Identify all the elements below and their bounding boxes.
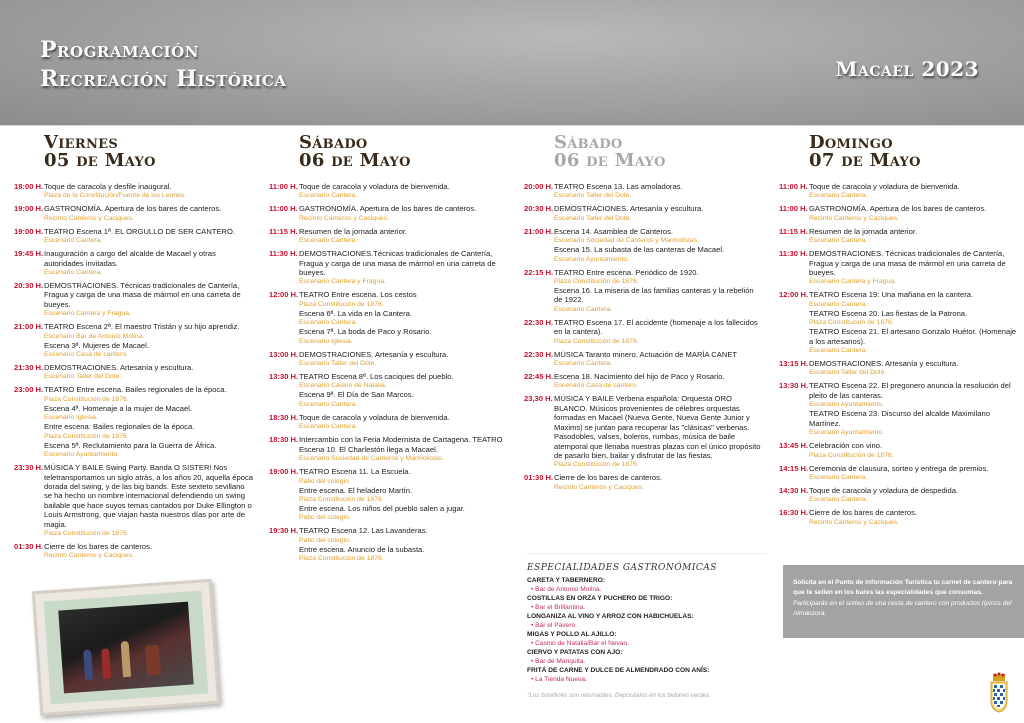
- event-location: Plaza Constitución de 1876.: [554, 461, 639, 469]
- event-details: [299, 372, 509, 409]
- schedule-event: [14, 363, 254, 381]
- event-time: 11:00 H.: [779, 182, 808, 191]
- title-line-1: Programación: [40, 37, 199, 63]
- event-description: DEMOSTRACIONES. Técnicas tradicionales de Cantería, Fragua y carga de una masa de mármol en una carreta de bueyes.: [809, 249, 1006, 278]
- event-location: Escenario Casino de Natalia.: [299, 382, 387, 390]
- event-location: Escenario Cantera.: [809, 496, 868, 504]
- event-list: [269, 182, 509, 563]
- schedule-event: [269, 290, 509, 345]
- double-bass-figure: [145, 645, 161, 676]
- band-performance-image: [58, 602, 193, 694]
- header-banner: [0, 0, 1024, 126]
- specialty-bar: • Bar el Brillantina.: [531, 604, 585, 611]
- event-description: Escena 5ª. Reclutamiento para la Guerra de África.: [44, 440, 217, 450]
- event-description: Entre escena. El heladero Martín.: [299, 485, 413, 495]
- event-time: 18:30 H.: [269, 435, 299, 445]
- specialty-bar: • Casino de Natalia/Bar el Nevao.: [531, 640, 629, 647]
- event-description: TEATRO Escena 11. La Escuela.: [299, 467, 411, 477]
- event-details: [554, 227, 764, 264]
- schedule-event: [779, 381, 1019, 437]
- event-details: [809, 508, 1019, 526]
- event-description: TEATRO Escena 8ª. Los caciques del pueblo.: [299, 372, 454, 382]
- event-location: Escenario Cantera.: [299, 400, 358, 408]
- performer-figure: [121, 641, 131, 677]
- day-column-viernes: [14, 134, 254, 564]
- event-time: 19:45 H.: [14, 249, 44, 259]
- schedule-event: [779, 486, 1019, 504]
- event-time: 12:00 H.: [269, 290, 299, 300]
- schedule-event: [779, 464, 1019, 482]
- schedule-event: [524, 182, 764, 200]
- schedule-event: [14, 182, 254, 200]
- day-name: Domingo: [809, 132, 893, 153]
- event-description: Toque de caracola y desfile inaugural.: [44, 182, 172, 191]
- specialty-dish: LONGANIZA AL VINO Y ARROZ CON HABICHUELAS:: [527, 613, 694, 620]
- event-details: [299, 413, 509, 431]
- event-description: Inauguración a cargo del alcalde de Macael y otras autoridades invitadas.: [44, 249, 216, 268]
- event-description: TEATRO Entre escena. Bailes regionales de la época.: [44, 385, 227, 395]
- event-time: 19:00 H.: [14, 226, 44, 236]
- event-location: Plaza Constitución de 1876.: [44, 432, 129, 440]
- event-location: Recinto Canteros y Caciques.: [554, 483, 644, 491]
- event-time: 13:30 H.: [779, 381, 809, 391]
- schedule-event: [779, 441, 1019, 459]
- event-description: MÚSICA Y BAILE Swing Party. Banda O SISTER! Nos teletransportamos un siglo atrás, a los años 20, aquella época dorada del swing, y de las big bands. Este sexteto sevillano se ha hecho un nombre internacional defendiendo un swing bailable que hace suyos temas cantados por Duke Ellington o Louis Armstrong, que viajan hasta nuestros días por arte de magia.: [44, 463, 253, 529]
- info-line-1: Solicita en el Punto de Información Turística tu carnet de cantero para que te sellen en los bares las especialidades que consumas.: [793, 579, 1013, 596]
- schedule-event: [269, 350, 509, 368]
- event-location: Escenario Ayuntamiento.: [554, 255, 630, 263]
- schedule-event: [524, 227, 764, 264]
- event-description: Escena 14. Asamblea de Canteros.: [554, 226, 674, 236]
- event-location: Escenario Cantera.: [299, 423, 358, 431]
- specialty-item: [527, 648, 767, 666]
- carnet-info-box: [783, 565, 1024, 638]
- event-details: [299, 526, 509, 563]
- event-time: 22:15 H.: [524, 267, 554, 277]
- event-time: 22:30 H.: [524, 349, 554, 359]
- event-location: Escenario Cantera.: [44, 269, 103, 277]
- event-description: GASTRONOMÍA. Apertura de los bares de canteros.: [44, 204, 222, 214]
- event-details: [809, 227, 1019, 245]
- event-details: [554, 473, 764, 491]
- event-location: Recinto Canteros y Caciques.: [809, 518, 899, 526]
- event-details: [554, 182, 764, 200]
- event-location: Escenario Cantera y Fragua.: [44, 310, 131, 318]
- event-location: Escenario Cantera y Fragua.: [299, 278, 386, 286]
- event-details: [299, 467, 509, 522]
- event-time: 18:00 H.: [14, 182, 44, 191]
- event-description: Resumen de la jornada anterior.: [299, 226, 408, 236]
- specialty-bar: • Bar de Antonio Molina.: [531, 586, 602, 593]
- event-description: MÚSICA Y BAILE Verbena española: Orquesta ORO BLANCO. Músicos provenientes de célebres orquestas formadas en Macael (Nueva Gente, Nueva Gente Junior y Maxims) se juntan para recuperar las "clásicas" verbenas. Pasodobles, valses, boleros, rumbas, música de baile atemporal que llenaba nuestras plazas con el único propósito de pasarlo bien, bailar y disfrutar de las fiestas.: [554, 394, 761, 460]
- event-details: [299, 435, 509, 463]
- schedule-event: [524, 204, 764, 222]
- day-date: 05 de Mayo: [44, 150, 156, 171]
- event-location: Plaza Constitución de 1876.: [44, 395, 129, 403]
- event-details: [44, 204, 254, 222]
- event-details: [299, 227, 509, 245]
- event-details: [299, 350, 509, 368]
- event-location: Patio del colegio.: [299, 514, 351, 522]
- event-details: [809, 249, 1019, 286]
- event-time: 01:30 H.: [14, 541, 44, 551]
- event-description: TEATRO Escena 20. Las fiestas de la Patrona.: [809, 308, 968, 318]
- event-details: [809, 464, 1019, 482]
- title-line-2: Recreación Histórica: [40, 66, 287, 92]
- event-description: TEATRO Escena 23. Discurso del alcalde Maximilano Martínez.: [809, 409, 990, 428]
- event-details: [44, 281, 254, 318]
- event-location: Escenario Ayuntamiento.: [809, 429, 885, 437]
- day-name: Sábado: [299, 132, 368, 153]
- schedule-event: [524, 318, 764, 346]
- day-name: Viernes: [44, 132, 119, 153]
- event-time: 20:30 H.: [14, 281, 44, 291]
- event-details: [809, 359, 1019, 377]
- event-details: [554, 268, 764, 314]
- schedule-event: [779, 359, 1019, 377]
- event-description: GASTRONOMÍA. Apertura de los bares de canteros.: [299, 204, 477, 214]
- schedule-event: [524, 372, 764, 390]
- event-time: 16:30 H.: [779, 508, 809, 518]
- event-description: Escena 16. La miseria de las familias canteras y la rebelión de 1922.: [554, 286, 754, 305]
- event-time: 11:00 H.: [269, 182, 298, 191]
- event-time: 11:30 H.: [269, 249, 298, 259]
- schedule-event: [269, 227, 509, 245]
- info-line-2: Participarás en el sorteo de una cesta de cantero con productos típicos del Almanzora.: [793, 600, 1012, 617]
- event-description: TEATRO Escena 21. El artesano Gonzalo Huétor. (Homenaje a los artesanos).: [809, 327, 1017, 346]
- event-location: Escenario Cantera.: [299, 237, 358, 245]
- event-time: 20:30 H.: [524, 204, 554, 214]
- performer-figure: [101, 648, 111, 678]
- event-location: Escenario Cantera.: [809, 237, 868, 245]
- event-description: Ceremonia de clausura, sorteo y entrega de premios.: [809, 463, 989, 473]
- schedule-event: [269, 249, 509, 286]
- event-time: 14:30 H.: [779, 485, 809, 495]
- event-location: Recinto Canteros y Caciques.: [44, 552, 134, 560]
- event-description: Entre escena: Bailes regionales de la época.: [44, 422, 195, 432]
- schedule-event: [779, 204, 1019, 222]
- specialty-dish: CARETA Y TABERNERO:: [527, 577, 606, 584]
- event-location: Patio del colegio.: [299, 477, 351, 485]
- event-details: [809, 204, 1019, 222]
- event-details: [809, 441, 1019, 459]
- event-details: [44, 363, 254, 381]
- event-description: TEATRO Escena 2ª. El maestro Tristán y su hijo aprendiz.: [44, 322, 240, 332]
- event-details: [44, 385, 254, 459]
- schedule-event: [779, 249, 1019, 286]
- event-details: [554, 204, 764, 222]
- section-divider: [527, 553, 767, 554]
- event-details: [809, 486, 1019, 504]
- event-time: 13:15 H.: [779, 359, 809, 369]
- event-description: Escena 6ª. La vida en la Cantera.: [299, 308, 412, 318]
- schedule-event: [524, 350, 764, 368]
- event-description: TEATRO Escena 12. Las Lavanderas.: [299, 526, 428, 536]
- day-column-sabado-1: [269, 134, 509, 567]
- event-time: 23,30 H.: [524, 394, 553, 404]
- day-heading: [14, 134, 254, 182]
- event-time: 14:15 H.: [779, 463, 809, 473]
- day-column-sabado-2: [524, 134, 764, 496]
- event-description: Cierre de los bares de canteros.: [809, 508, 918, 518]
- event-time: 23:30 H.: [14, 463, 44, 473]
- event-list: [779, 182, 1019, 527]
- schedule-event: [14, 204, 254, 222]
- event-details: [44, 249, 254, 277]
- specialty-dish: CIERVO Y PATATAS CON AJO:: [527, 649, 623, 656]
- event-list: [14, 182, 254, 560]
- page-title: [40, 36, 287, 94]
- event-description: Entre escena. Los niños del pueblo salen a jugar.: [299, 503, 465, 513]
- event-location: Escenario Ayuntamiento.: [44, 451, 120, 459]
- event-description: TEATRO Escena 17. El accidente (homenaje a los fallecidos en la cantera).: [554, 317, 758, 337]
- event-location: Escenario Taller del Dote.: [299, 360, 377, 368]
- event-time: 23:00 H.: [14, 385, 44, 395]
- event-description: Escena 3ª. Mujeres de Macael.: [44, 340, 149, 350]
- schedule-event: [524, 473, 764, 491]
- schedule-event: [269, 182, 509, 200]
- schedule-event: [14, 385, 254, 459]
- event-details: [299, 249, 509, 286]
- event-time: 19:30 H.: [269, 526, 299, 536]
- specialty-item: [527, 630, 767, 648]
- event-location: Escenario Cantera.: [809, 347, 868, 355]
- event-description: DEMOSTRACIONES. Artesanía y escultura.: [554, 204, 704, 214]
- event-time: 20:00 H.: [524, 182, 554, 191]
- schedule-event: [269, 372, 509, 409]
- event-location: Plaza Constitución de 1876.: [809, 451, 894, 459]
- event-location: Patio del colegio.: [299, 536, 351, 544]
- event-details: [44, 542, 254, 560]
- event-location: Escenario Sociedad de Canteros y Marmolistas.: [299, 455, 445, 463]
- event-details: [44, 322, 254, 359]
- event-description: DEMOSTRACIONES. Artesanía y escultura.: [299, 349, 449, 359]
- event-time: 19:00 H.: [14, 204, 44, 214]
- day-heading: [524, 134, 764, 182]
- event-time: 22:30 H.: [524, 317, 554, 327]
- event-description: DEMOSTRACIONES.Técnicas tradicionales de Cantería, Fragua y carga de una masa de mármol en una carreta de bueyes.: [299, 249, 496, 278]
- event-time: 12:00 H.: [779, 290, 809, 300]
- event-description: GASTRONOMÍA. Apertura de los bares de canteros.: [809, 204, 987, 214]
- event-time: 13:00 H.: [269, 349, 299, 359]
- event-location: Escenario Iglesia.: [44, 414, 98, 422]
- event-details: [809, 182, 1019, 200]
- schedule-event: [14, 227, 254, 245]
- event-description: Intercambio con la Feria Modernista de Cartagena. TEATRO Escena 10. El Charlestón llega a Macael.: [299, 435, 503, 454]
- day-column-domingo: [779, 134, 1019, 531]
- event-description: Toque de caracola y voladura de bienvenida.: [299, 412, 450, 422]
- event-description: Celebración con vino.: [809, 441, 883, 451]
- schedule-event: [779, 182, 1019, 200]
- event-location: Escenario Taller del Dote.: [44, 373, 122, 381]
- event-description: Escena 18. Nacimiento del hijo de Paco y Rosario.: [554, 372, 725, 382]
- event-location: Plaza Constitución de 1876.: [44, 529, 129, 537]
- event-description: TEATRO Escena 13. Las amoladoras.: [554, 182, 683, 191]
- event-location: Escenario Cantera y Fragua.: [809, 278, 896, 286]
- event-location: Plaza Constitución de 1876.: [554, 337, 639, 345]
- event-description: TEATRO Entre escena. Periódico de 1920.: [554, 267, 699, 277]
- event-location: Escenario Bar de Antonio Molina.: [44, 332, 145, 340]
- event-details: [299, 182, 509, 200]
- schedule-event: [524, 268, 764, 314]
- schedule-event: [779, 227, 1019, 245]
- specialty-item: [527, 666, 767, 684]
- event-location: Plaza Constitución de 1876.: [554, 278, 639, 286]
- event-location: Escenario Casa de cantero.: [554, 382, 638, 390]
- event-location: Escenario Taller del Dote.: [809, 369, 887, 377]
- event-description: DEMOSTRACIONES. Artesanía y escultura.: [809, 359, 959, 369]
- event-description: TEATRO Escena 22. El pregonero anuncia la resolución del pleito de las canteras.: [809, 381, 1011, 400]
- event-description: Cierre de los bares de canteros.: [44, 541, 153, 551]
- event-details: [554, 318, 764, 346]
- day-date: 06 de Mayo: [299, 150, 411, 171]
- event-location: Escenario Taller del Dote.: [554, 192, 632, 200]
- event-time: 11:15 H.: [269, 226, 298, 236]
- schedule-event: [269, 204, 509, 222]
- specialty-bar: • La Tienda Nueva.: [531, 676, 587, 683]
- event-description: Escena 15. La subasta de las canteras de Macael.: [554, 245, 725, 255]
- event-details: [299, 204, 509, 222]
- schedule-event: [14, 249, 254, 277]
- event-location: Escenario Cantera.: [554, 305, 613, 313]
- event-location: Escenario Cantera.: [299, 319, 358, 327]
- event-edition-title: Macael 2023: [835, 57, 979, 81]
- event-time: 19:00 H.: [269, 467, 299, 477]
- specialty-item: [527, 612, 767, 630]
- event-location: Recinto Canteros y Caciques.: [809, 214, 899, 222]
- event-location: Escenario Cantera.: [299, 192, 358, 200]
- specialty-dish: COSTILLAS EN ORZA Y PUCHERO DE TRIGO:: [527, 595, 673, 602]
- day-heading: [269, 134, 509, 182]
- event-time: 11:00 H.: [779, 204, 808, 214]
- schedule-event: [779, 508, 1019, 526]
- event-location: Escenario Iglesia.: [299, 337, 353, 345]
- event-details: [554, 350, 764, 368]
- day-heading: [779, 134, 1019, 182]
- event-details: [44, 463, 254, 538]
- specialties-title: ESPECIALIDADES GASTRONÓMICAS: [527, 563, 717, 573]
- day-date: 07 de Mayo: [809, 150, 921, 171]
- specialty-item: [527, 594, 767, 612]
- event-time: 13:45 H.: [779, 441, 809, 451]
- specialty-dish: MIGAS Y POLLO AL AJILLO:: [527, 631, 617, 638]
- event-details: [554, 394, 764, 469]
- event-time: 21:30 H.: [14, 363, 44, 373]
- event-time: 13:30 H.: [269, 372, 299, 382]
- schedule-event: [269, 467, 509, 522]
- event-description: TEATRO Entre escena. Los cestos: [299, 290, 417, 300]
- day-name: Sábado: [554, 132, 623, 153]
- event-location: Escenario Casa de cantero.: [44, 351, 128, 359]
- specialty-dish: FRITÁ DE CARNE Y DULCE DE ALMENDRADO CON ANÍS:: [527, 667, 710, 674]
- day-date: 06 de Mayo: [554, 150, 666, 171]
- event-time: 21:00 H.: [524, 226, 554, 236]
- schedule-event: [14, 281, 254, 318]
- schedule-event: [269, 526, 509, 563]
- event-description: TEATRO Escena 19: Una mañana en la cantera.: [809, 290, 974, 300]
- event-location: Escenario Taller del Dote.: [554, 214, 632, 222]
- event-location: Recinto Canteros y Caciques.: [299, 214, 389, 222]
- event-list: [524, 182, 764, 492]
- event-time: 11:00 H.: [269, 204, 298, 214]
- event-location: Escenario Cantera.: [554, 360, 613, 368]
- event-description: Escena 7ª. La boda de Paco y Rosario.: [299, 327, 432, 337]
- specialty-bar: • Bar el Pavero.: [531, 622, 577, 629]
- event-location: Escenario Sociedad de Canteros y Marmolistas.: [554, 237, 700, 245]
- event-description: DEMOSTRACIONES. Artesanía y escultura.: [44, 363, 194, 373]
- event-time: 22:45 H.: [524, 372, 554, 382]
- gastronomic-specialties: [527, 563, 767, 699]
- event-details: [299, 290, 509, 345]
- event-location: Plaza Constitución de 1876.: [299, 555, 384, 563]
- event-description: Entre escena. Anuncio de la subasta.: [299, 544, 425, 554]
- event-time: 21:00 H.: [14, 322, 44, 332]
- macael-coat-of-arms-icon: [988, 672, 1010, 714]
- event-location: Plaza de la Constitución/Fuente de los Leones.: [44, 192, 187, 200]
- event-location: Recinto Canteros y Caciques.: [44, 214, 134, 222]
- event-time: 11:15 H.: [779, 226, 808, 236]
- event-details: [809, 290, 1019, 355]
- event-location: Plaza Constitución de 1876.: [299, 495, 384, 503]
- event-time: 18:30 H.: [269, 412, 299, 422]
- event-details: [44, 182, 254, 200]
- performer-figure: [83, 649, 93, 679]
- event-time: 11:30 H.: [779, 249, 808, 259]
- specialties-list: [527, 576, 767, 684]
- event-description: DEMOSTRACIONES. Técnicas tradicionales de Cantería, Fragua y carga de una masa de mármol en una carreta de bueyes.: [44, 281, 241, 309]
- event-description: Escena 9ª. El Día de San Marcos.: [299, 390, 414, 400]
- schedule-event: [269, 413, 509, 431]
- schedule-event: [14, 322, 254, 359]
- event-location: Escenario Cantera.: [44, 237, 103, 245]
- event-details: [44, 227, 254, 245]
- event-description: Cierre de los bares de canteros.: [554, 473, 663, 483]
- schedule-event: [14, 463, 254, 538]
- event-description: TEATRO Escena 1ª. EL ORGULLO DE SER CANTERO.: [44, 226, 236, 236]
- event-location: Escenario Ayuntamiento.: [809, 401, 885, 409]
- event-description: Toque de caracola y voladura de bienvenida.: [809, 182, 960, 191]
- schedule-event: [14, 542, 254, 560]
- schedule-event: [269, 435, 509, 463]
- event-location: Escenario Cantera.: [809, 473, 868, 481]
- specialties-note: *Los botellines son retornables. Depositalos en los bidones verdes.: [527, 692, 712, 699]
- specialty-item: [527, 576, 767, 594]
- event-location: Plaza Constitución de 1876.: [299, 300, 384, 308]
- specialty-bar: • Bar de Mariquita.: [531, 658, 586, 665]
- schedule-event: [779, 290, 1019, 355]
- framed-band-photo: [32, 579, 220, 716]
- event-details: [554, 372, 764, 390]
- event-location: Plaza Constitución de 1876.: [809, 319, 894, 327]
- event-time: 01:30 H.: [524, 473, 554, 483]
- event-location: Escenario Cantera.: [809, 300, 868, 308]
- event-description: Toque de caracola y voladura de bienvenida.: [299, 182, 450, 191]
- event-location: Escenario Cantera.: [809, 192, 868, 200]
- event-description: MÚSICA Taranto minero. Actuación de MARÍA CANET: [554, 349, 738, 359]
- event-description: Resumen de la jornada anterior.: [809, 226, 918, 236]
- event-description: Toque de caracola y voladura de despedida.: [809, 485, 959, 495]
- event-details: [809, 381, 1019, 437]
- schedule-event: [524, 394, 764, 469]
- event-description: Escena 4ª. Homenaje a la mujer de Macael.: [44, 403, 193, 413]
